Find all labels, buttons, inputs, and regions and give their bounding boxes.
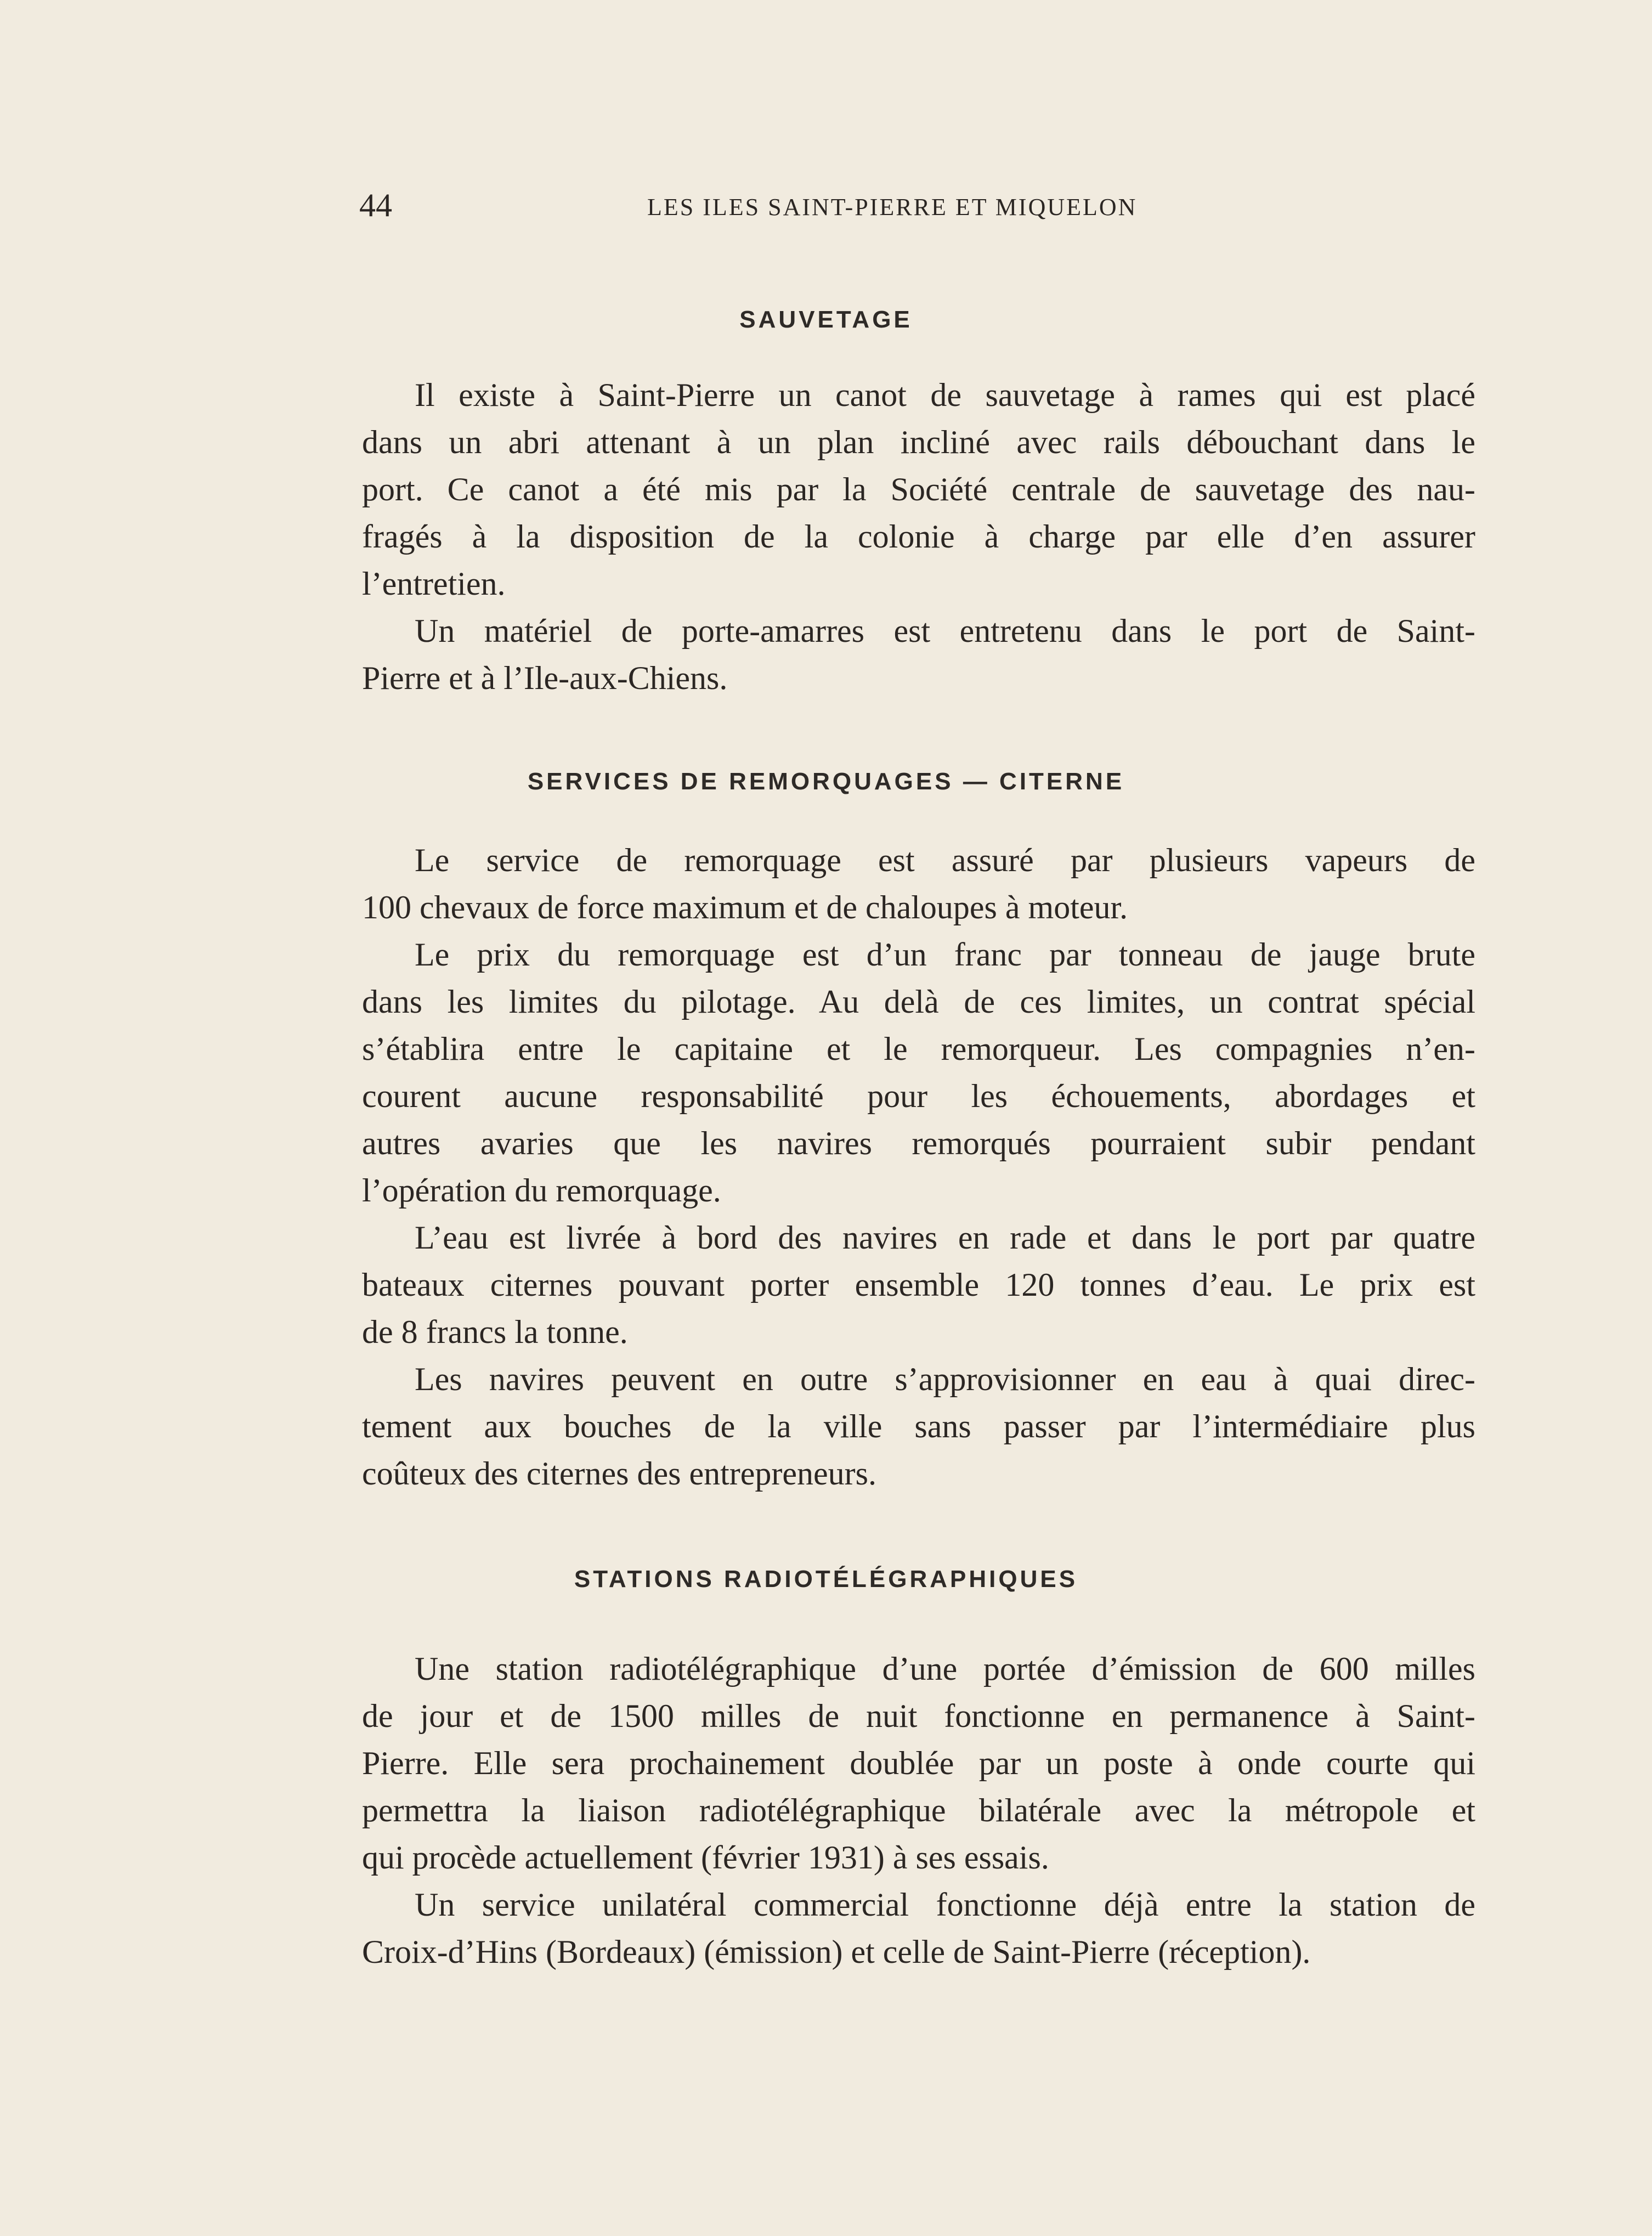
paragraph [362,1881,1475,1975]
text-line: Il existe à Saint-Pierre un canot de sauvetage à rames qui est placé [415,377,1475,413]
text-line: bateaux citernes pouvant porter ensemble 120 tonnes d’eau. Le prix est [362,1267,1475,1303]
paragraph [362,931,1475,1214]
text-line: courent aucune responsabilité pour les échouements, abordages et [362,1078,1475,1114]
text-line: s’établira entre le capitaine et le remorqueur. Les compagnies n’en- [362,1031,1475,1067]
paragraph [362,1356,1475,1497]
text-line: Un matériel de porte-amarres est entretenu dans le port de Saint- [415,613,1475,649]
text-line: 100 chevaux de force maximum et de chaloupes à moteur. [362,889,1128,925]
text-line: Le service de remorquage est assuré par plusieurs vapeurs de [415,842,1475,878]
text-line: Le prix du remorquage est d’un franc par tonneau de jauge brute [415,936,1475,973]
section-body-radio [362,1645,1475,1975]
text-line: Pierre. Elle sera prochainement doublée par un poste à onde courte qui [362,1745,1475,1781]
text-line: l’opération du remorquage. [362,1172,721,1209]
paragraph [362,1214,1475,1356]
section-heading-radio: STATIONS RADIOTÉLÉGRAPHIQUES [574,1566,1078,1593]
section-body-remorquages [362,837,1475,1497]
paragraph [362,837,1475,931]
text-line: de 8 francs la tonne. [362,1314,628,1350]
section-heading-sauvetage: SAUVETAGE [739,306,913,333]
text-line: Croix-d’Hins (Bordeaux) (émission) et celle de Saint-Pierre (réception). [362,1934,1311,1970]
text-line: qui procède actuellement (février 1931) à ses essais. [362,1839,1049,1876]
paragraph [362,607,1475,702]
section-heading-remorquages: SERVICES DE REMORQUAGES — CITERNE [527,768,1125,795]
text-line: Une station radiotélégraphique d’une portée d’émission de 600 milles [415,1651,1475,1687]
text-line: tement aux bouches de la ville sans passer par l’intermédiaire plus [362,1408,1475,1444]
text-line: Pierre et à l’Ile-aux-Chiens. [362,660,728,696]
text-line: dans les limites du pilotage. Au delà de ces limites, un contrat spécial [362,984,1475,1020]
text-line: dans un abri attenant à un plan incliné avec rails débouchant dans le [362,424,1475,460]
paragraph [362,1645,1475,1881]
text-line: coûteux des citernes des entrepreneurs. [362,1455,876,1492]
text-line: de jour et de 1500 milles de nuit fonctionne en permanence à Saint- [362,1698,1475,1734]
text-line: Les navires peuvent en outre s’approvisionner en eau à quai direc- [415,1361,1475,1397]
section-body-sauvetage [362,371,1475,702]
text-line: l’entretien. [362,566,506,602]
text-line: port. Ce canot a été mis par la Société centrale de sauvetage des nau- [362,471,1475,507]
text-line: L’eau est livrée à bord des navires en rade et dans le port par quatre [415,1219,1475,1256]
text-line: Un service unilatéral commercial fonctionne déjà entre la station de [415,1887,1475,1923]
text-line: autres avaries que les navires remorqués pourraient subir pendant [362,1125,1475,1161]
text-line: permettra la liaison radiotélégraphique bilatérale avec la métropole et [362,1792,1475,1828]
running-head: LES ILES SAINT-PIERRE ET MIQUELON [647,194,1138,221]
paragraph [362,371,1475,607]
page-number: 44 [359,187,392,223]
text-line: fragés à la disposition de la colonie à charge par elle d’en assurer [362,518,1475,555]
